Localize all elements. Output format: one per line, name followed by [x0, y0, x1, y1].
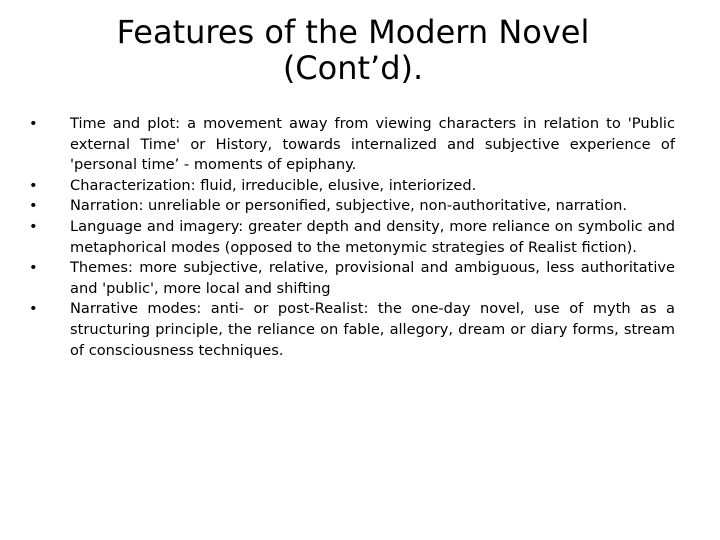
bullet-text: Narrative modes: anti- or post-Realist: the one-day novel, use of myth as a structuring principle, the reliance on fable, allegory, dream or diary forms, stream of consciousness techniques. — [70, 300, 675, 359]
bullet-text: Language and imagery: greater depth and density, more reliance on symbolic and metaphorical modes (opposed to the metonymic strategies of Realist fiction). — [70, 217, 675, 256]
bullet-item-narration — [27, 196, 675, 217]
bullet-text: Narration: unreliable or personified, subjective, non-authoritative, narration. — [70, 197, 628, 215]
bullet-item-time-and-plot — [27, 114, 675, 176]
bullet-list — [27, 114, 675, 361]
bullet-text: Time and plot: a movement away from viewing characters in relation to 'Public external Time' or History, towards internalized and subjective experience of 'personal time’ - moments of epiphany. — [70, 115, 675, 174]
bullet-icon: • — [29, 300, 38, 318]
bullet-item-narrative-modes — [27, 299, 675, 361]
bullet-icon: • — [29, 176, 38, 194]
bullet-item-themes — [27, 258, 675, 299]
bullet-icon: • — [29, 115, 38, 132]
title-line-1: Features of the Modern Novel — [116, 13, 590, 51]
title-line-2: (Cont’d). — [282, 49, 424, 87]
bullet-item-language-and-imagery — [27, 217, 675, 258]
bullet-text: Characterization: fluid, irreducible, elusive, interiorized. — [70, 176, 477, 194]
slide-title — [70, 14, 636, 86]
bullet-icon: • — [29, 259, 38, 277]
bullet-item-characterization — [27, 176, 675, 197]
bullet-text: Themes: more subjective, relative, provisional and ambiguous, less authoritative and 'public', more local and shifting — [70, 259, 675, 297]
bullet-icon: • — [29, 197, 38, 215]
bullet-icon: • — [29, 217, 38, 235]
